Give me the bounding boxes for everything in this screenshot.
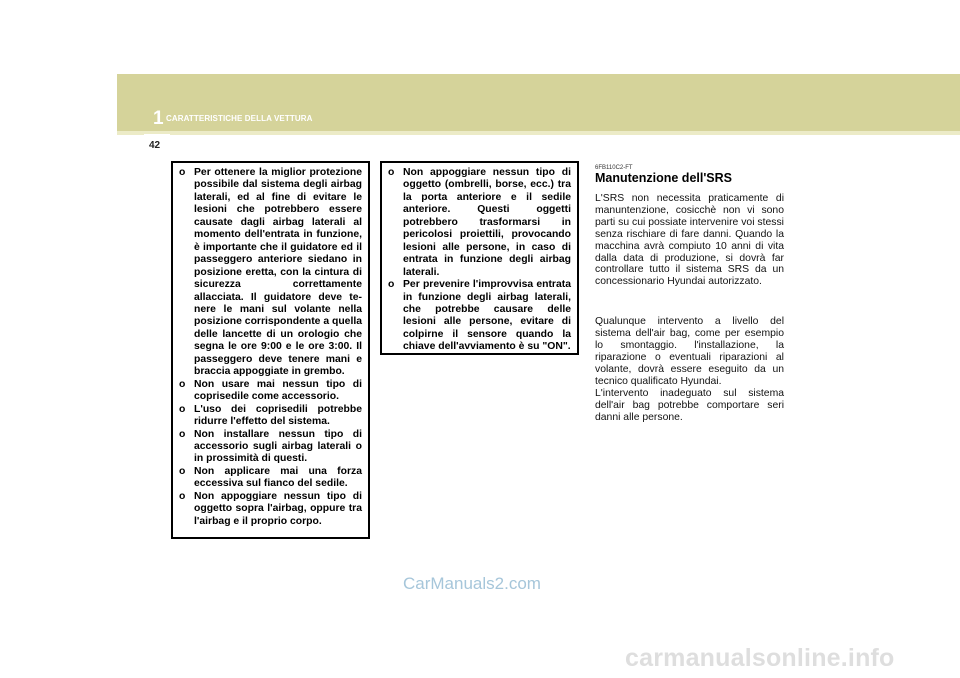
bullet-marker: o	[179, 167, 186, 178]
warning-text: Non usare mai nessun tipo di coprisedile come accessorio.	[194, 378, 362, 403]
watermark-carmanuals2[interactable]: CarManuals2.com	[403, 574, 541, 593]
bullet-marker: o	[179, 378, 186, 390]
header-divider	[117, 131, 960, 135]
bullet-marker: o	[179, 490, 186, 502]
warning-item	[179, 379, 362, 404]
warning-item	[179, 404, 362, 429]
header-band	[117, 74, 960, 132]
body-paragraph: L'intervento inadeguato sul sistema dell'air bag potrebbe comportare seri danni alle persone.	[595, 388, 784, 423]
warning-item	[179, 429, 362, 466]
section-code: 6FB110C2-FT	[595, 165, 633, 171]
warning-text: L'uso dei coprisedili potrebbe ridurre l'effetto del sistema.	[194, 403, 362, 428]
body-paragraph: L'SRS non necessita praticamente di manuntenzione, cosicchè non vi sono parti su cui possiate intervenire voi stessi senza rischiare di fare danni. Quando la macchina avrà compiuto 10 anni di vita dalla data di produzione, si dovrà far controllare tutto il sistema SRS da un concessionario Hyundai autorizzato.	[595, 193, 784, 288]
warning-text: Per prevenire l'improvvisa entrata in funzione degli airbag laterali, che potrebbe causare delle lesioni alle persone, evitare di colpirne il sensore quando la chiave dell'avviamento è su "ON".	[403, 279, 571, 353]
warning-item	[179, 466, 362, 491]
chapter-title: CARATTERISTICHE DELLA VETTURA	[166, 114, 313, 123]
bullet-marker: o	[179, 403, 186, 415]
page-number: 42	[149, 140, 161, 151]
body-paragraph: Qualunque intervento a livello del sistema dell'air bag, come per esempio lo smontaggio. l'installazione, la riparazione o eventuali riparazioni al volante, dovrà essere eseguito da un tecnico qualificato Hyundai.	[595, 316, 784, 387]
warning-text: Non installare nessun tipo di accessorio sugli airbag laterali o in prossimità di questi.	[194, 428, 362, 465]
section-title: Manutenzione dell'SRS	[595, 171, 733, 185]
warning-item	[388, 279, 571, 354]
warning-box-middle	[380, 161, 579, 355]
bullet-marker: o	[179, 428, 186, 440]
warning-text: Non applicare mai una forza eccessiva sul fianco del sedile.	[194, 465, 362, 490]
warning-text: Non appoggiare nessun tipo di oggetto (ombrelli, borse, ecc.) tra la porta anteriore e il sedile anteriore. Questi oggetti potrebbero trasformarsi in pericolosi proiettili, provocando lesioni alle persone, in caso di entrata in funzione degli airbag laterali.	[403, 167, 571, 278]
warning-item	[179, 167, 362, 379]
watermark-carmanualsonline: carmanualsonline.info	[625, 644, 895, 672]
warning-text: Per ottenere la miglior protezione possibile dal sistema degli airbag laterali, ed al fine di evitare le lesioni che potrebbero essere causate dagli airbag laterali al momento dell'entrata in funzione, è importante che il guidatore ed il passeggero anteriore siedano in posizione eretta, con la cintura di sicurezza correttamente allacciata. Il guidatore deve te-nere le mani sul volante nella posizione corrispondente a quella delle lancette di un orologio che segna le ore 9:00 e le ore 3:00. Il passeggero deve tenere mani e braccia appoggiate in grembo.	[194, 167, 363, 378]
bullet-marker: o	[388, 167, 395, 178]
warning-list	[179, 167, 362, 528]
chapter-number: 1	[153, 108, 164, 129]
warning-text: Non appoggiare nessun tipo di oggetto sopra l'airbag, oppure tra l'airbag e il proprio corpo.	[194, 490, 362, 527]
warning-item	[388, 167, 571, 279]
warning-item	[179, 491, 362, 528]
bullet-marker: o	[388, 279, 395, 291]
warning-list	[388, 167, 571, 354]
bullet-marker: o	[179, 465, 186, 477]
warning-box-left	[171, 161, 370, 539]
